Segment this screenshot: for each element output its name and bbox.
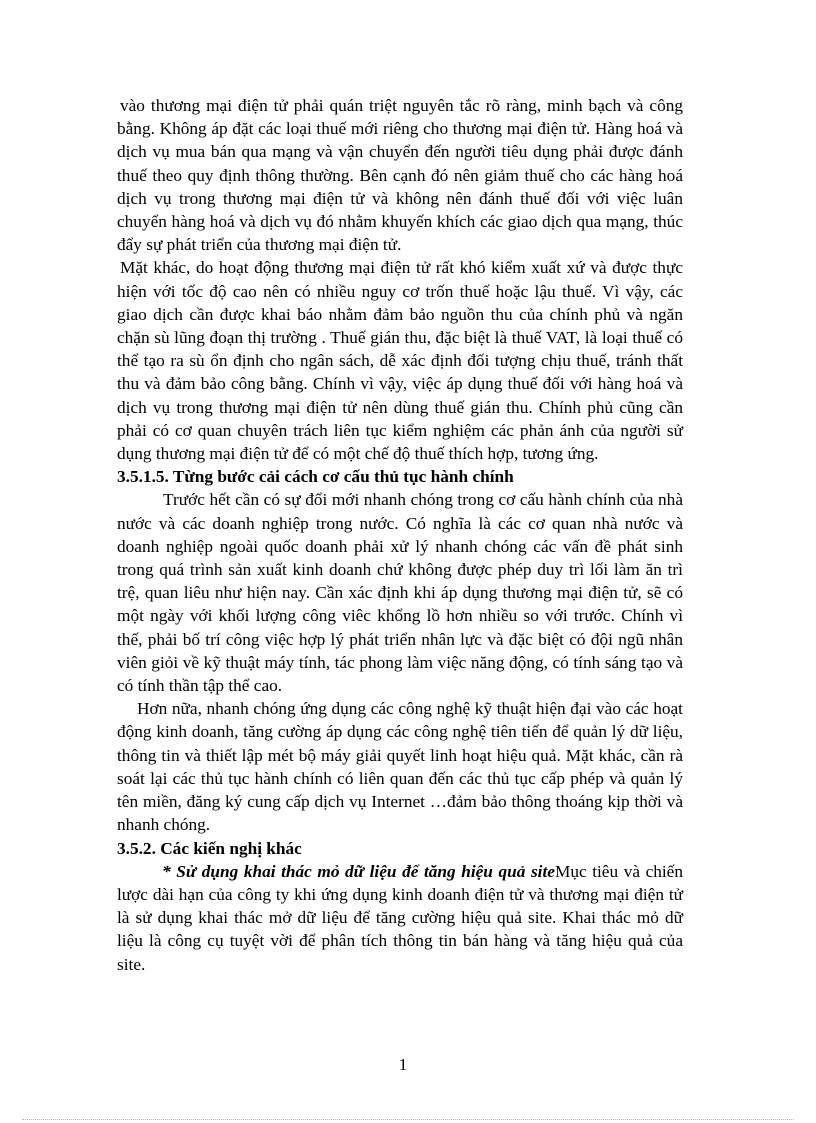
page-number: 1 bbox=[398, 1055, 408, 1074]
paragraph-technology-adoption: Hơn nữa, nhanh chóng ứng dụng các công nghệ kỹ thuật hiện đại vào các hoạt động kinh doanh, tăng cường áp dụng các công nghệ tiên tiến để quản lý dữ liệu, thông tin và thiết lập mét bộ máy giải quyết linh hoạt hiệu quả. Mặt khác, cần rà soát lại các thủ tục hành chính có liên quan đến các thủ tục cấp phép và quản lý tên miền, đăng ký cung cấp dịch vụ Internet …đảm bảo thông thoáng kịp thời và nhanh chóng. bbox=[117, 699, 683, 835]
paragraph-administrative-reform: Trước hết cần có sự đổi mới nhanh chóng trong cơ cấu hành chính của nhà nước và các doanh nghiệp trong nước. Có nghĩa là các cơ quan nhà nước và doanh nghiệp ngoài quốc doanh phải xử lý nhanh chóng các vấn đề phát sinh trong quá trình sản xuất kinh doanh chứ không được phép duy trì lối làm ăn trì trệ, quan liêu như hiện nay. Cần xác định khi áp dụng thương mại điện tử, sẽ có một ngày với khối lượng công viêc khổng lồ hơn nhiều so với trước. Chính vì thế, phải bố trí công việc hợp lý phát triển nhân lực và đặc biệt có đội ngũ nhân viên giỏi về kỹ thuật máy tính, tác phong làm việc năng động, có tính sáng tạo và có tính thần tập thể cao. bbox=[117, 490, 683, 696]
paragraph-data-mining bbox=[117, 860, 683, 976]
footer-dotted-rule bbox=[22, 1119, 794, 1120]
document-body bbox=[117, 94, 683, 976]
section-heading-other-recommendations: 3.5.2. Các kiến nghị khác bbox=[117, 838, 302, 858]
section-heading-administrative-reform: 3.5.1.5. Từng bước cải cách cơ cấu thủ tục hành chính bbox=[117, 467, 514, 487]
paragraph-tax-principles: vào thương mại điện tử phải quán triệt nguyên tắc rõ ràng, minh bạch và công bằng. Không áp đặt các loại thuế mới riêng cho thương mại điện tử. Hàng hoá và dịch vụ mua bán qua mạng và vận chuyển đến người tiêu dụng phải được đánh thuế theo quy định thông thường. Bên cạnh đó nên giảm thuế cho các hàng hoá dịch vụ trong thương mại điện tử và không nên đánh thuế đối với việc luân chuyển hàng hoá và dịch vụ đó nhằm khuyến khích các giao dịch qua mạng, thúc đẩy sự phát triển của thương mại điện tử. bbox=[117, 96, 683, 255]
paragraph-tax-evasion: Mặt khác, do hoạt động thương mại điện tử rất khó kiểm xuất xứ và được thực hiện với tốc độ cao nên có nhiều nguy cơ trốn thuế hoặc lậu thuế. Vì vậy, các giao dịch cần được khai báo nhằm đảm bảo nguồn thu của chính phủ và ngăn chặn sù lũng đoạn thị trường . Thuế gián thu, đặc biệt là thuế VAT, là loại thuế có thể tạo ra sù ổn định cho ngân sách, dễ xác định đối tượng chịu thuế, tránh thất thu và đảm bảo công bằng. Chính vì vậy, việc áp dụng thuế đối với hàng hoá và dịch vụ trong thương mại điện tử nên dùng thuế gián thu. Chính phủ cũng cần phải có cơ quan chuyên trách liên tục kiểm nghiệm các phản ánh của người sử dụng thương mại điện tử để có một chế độ thuế thích hợp, tương ứng. bbox=[117, 258, 683, 464]
data-mining-lead: * Sử dụng khai thác mỏ dữ liệu để tăng hiệu quả site bbox=[162, 861, 555, 881]
data-mining-text: Mục tiêu và chiến lược dài hạn của công ty khi ứng dụng kinh doanh điện tử và thương mại điện tử là sử dụng khai thác mở dữ liệu để tăng cường hiệu quả site. Khai thác mỏ dữ liệu là công cụ tuyệt vời để phân tích thông tin bán hàng và tăng hiệu quả của site. bbox=[117, 861, 683, 974]
